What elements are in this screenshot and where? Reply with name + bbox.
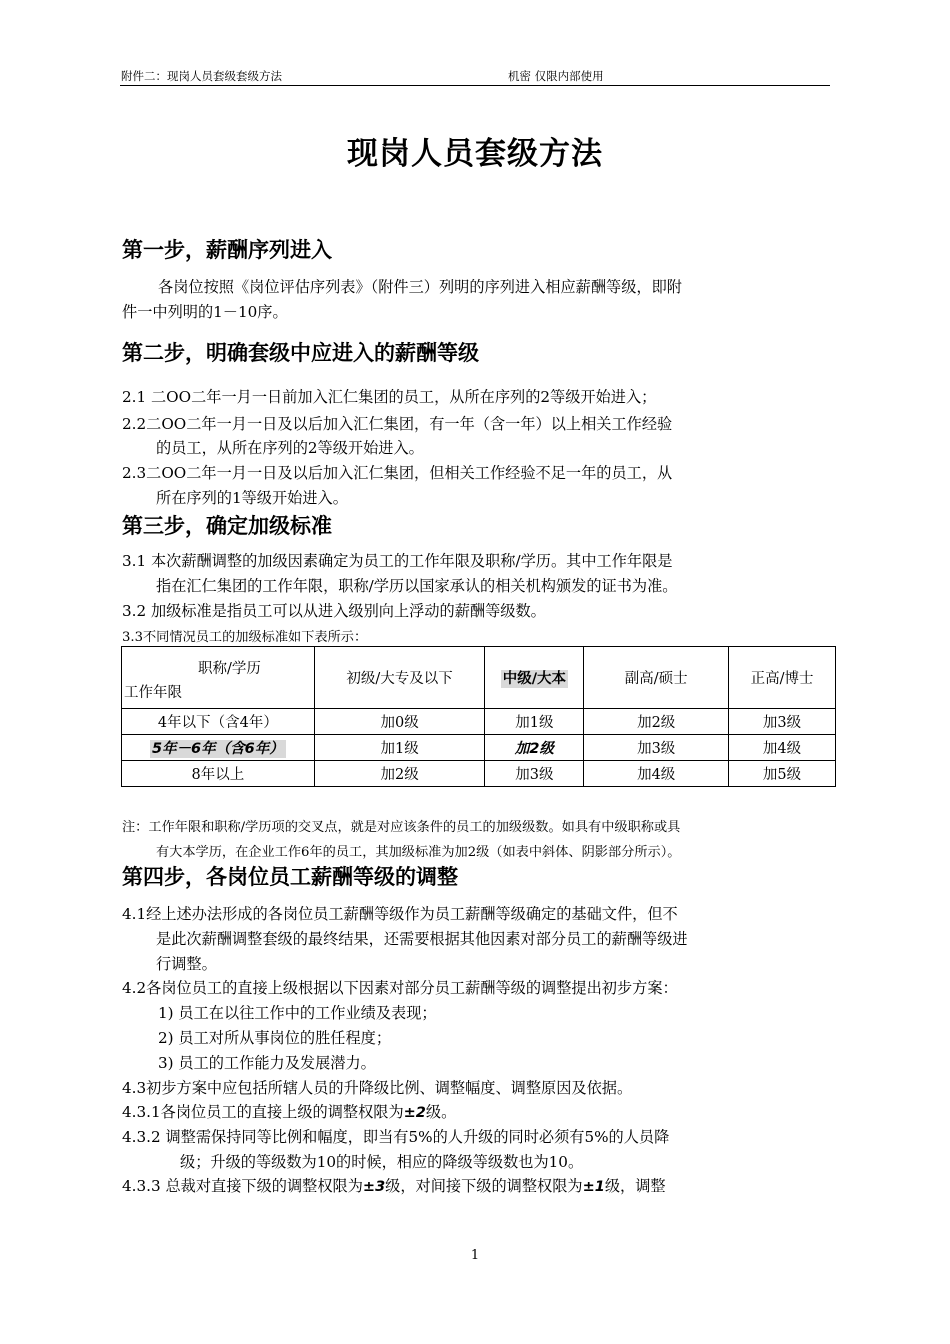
step2-item2-line2: 的员工，从所在序列的2等级开始进入。: [156, 439, 424, 457]
column-header-highlighted: 中级/大本: [485, 647, 584, 709]
table-cell-highlighted: 加2级: [485, 735, 584, 761]
header-rule: [120, 85, 830, 86]
step1-text-line1: 各岗位按照《岗位评估序列表》（附件三）列明的序列进入相应薪酬等级，即附: [158, 278, 682, 296]
row-label-highlighted: 5年－6年（含6年）: [122, 735, 315, 761]
table-row: [122, 761, 836, 787]
step2-heading: 第二步，明确套级中应进入的薪酬等级: [122, 341, 479, 365]
table-cell: 加3级: [729, 709, 836, 735]
row-label: 8年以上: [122, 761, 315, 787]
table-cell: 加4级: [584, 761, 729, 787]
table-cell: 加3级: [485, 761, 584, 787]
corner-title-label: 职称/学历: [198, 661, 261, 677]
document-title: 现岗人员套级方法: [347, 136, 603, 172]
column-header: 初级/大专及以下: [314, 647, 485, 709]
step3-item1-line1: 3.1 本次薪酬调整的加级因素确定为员工的工作年限及职称/学历。其中工作年限是: [122, 552, 673, 570]
table-cell: 加1级: [314, 735, 485, 761]
table-header-row: [122, 647, 836, 709]
table-corner-cell: [122, 647, 315, 709]
step2-item3-line2: 所在序列的1等级开始进入。: [156, 489, 348, 507]
note-line1: 注：工作年限和职称/学历项的交叉点，就是对应该条件的员工的加级级数。如具有中级职称或具: [122, 820, 681, 835]
step1-heading: 第一步，薪酬序列进入: [122, 238, 332, 262]
column-header: 正高/博士: [729, 647, 836, 709]
factor-3: 3) 员工的工作能力及发展潜力。: [158, 1054, 376, 1072]
step4-item1-line2: 是此次薪酬调整套级的最终结果，还需要根据其他因素对部分员工的薪酬等级进: [156, 930, 688, 948]
step3-item1-line2: 指在汇仁集团的工作年限，职称/学历以国家承认的相关机构颁发的证书为准。: [156, 577, 678, 595]
step3-heading: 第三步，确定加级标准: [122, 514, 332, 538]
column-header: 副高/硕士: [584, 647, 729, 709]
note-line2: 有大本学历，在企业工作6年的员工，其加级标准为加2级（如表中斜体、阴影部分所示）。: [156, 845, 681, 860]
step4-item3: 4.3初步方案中应包括所辖人员的升降级比例、调整幅度、调整原因及依据。: [122, 1079, 633, 1097]
step4-item3-1: 4.3.1各岗位员工的直接上级的调整权限为±2级。: [122, 1103, 457, 1121]
page-number: 1: [470, 1248, 480, 1263]
table-cell: 加4级: [729, 735, 836, 761]
step4-item3-3: 4.3.3 总裁对直接下级的调整权限为±3级，对间接下级的调整权限为±1级，调整: [122, 1177, 666, 1195]
table-cell: 加2级: [584, 709, 729, 735]
level-bonus-table: [121, 646, 836, 787]
step3-item3: 3.3不同情况员工的加级标准如下表所示：: [122, 630, 368, 645]
step2-item2-line1: 2.2二OO二年一月一日及以后加入汇仁集团，有一年（含一年）以上相关工作经验: [122, 415, 673, 433]
step4-heading: 第四步，各岗位员工薪酬等级的调整: [122, 865, 458, 889]
step2-item1: 2.1 二OO二年一月一日前加入汇仁集团的员工，从所在序列的2等级开始进入；: [122, 388, 657, 406]
header-left: 附件二：现岗人员套级套级方法: [121, 69, 282, 83]
corner-years-label: 工作年限: [124, 685, 182, 701]
row-label: 4年以下（含4年）: [122, 709, 315, 735]
step4-item1-line1: 4.1经上述办法形成的各岗位员工薪酬等级作为员工薪酬等级确定的基础文件，但不: [122, 905, 678, 923]
factor-2: 2) 员工对所从事岗位的胜任程度；: [158, 1029, 392, 1047]
table-cell: 加2级: [314, 761, 485, 787]
step2-item3-line1: 2.3二OO二年一月一日及以后加入汇仁集团，但相关工作经验不足一年的员工，从: [122, 464, 673, 482]
table-cell: 加1级: [485, 709, 584, 735]
table-cell: 加3级: [584, 735, 729, 761]
header-right: 机密 仅限内部使用: [508, 69, 604, 83]
step1-text-line2: 件一中列明的1－10序。: [122, 303, 288, 321]
step4-item2: 4.2各岗位员工的直接上级根据以下因素对部分员工薪酬等级的调整提出初步方案：: [122, 979, 678, 997]
table-row: [122, 709, 836, 735]
step4-item3-2-line2: 级；升级的等级数为10的时候，相应的降级等级数也为10。: [180, 1153, 584, 1171]
table-cell: 加5级: [729, 761, 836, 787]
step4-item1-line3: 行调整。: [156, 955, 217, 973]
step3-item2: 3.2 加级标准是指员工可以从进入级别向上浮动的薪酬等级数。: [122, 602, 546, 620]
factor-1: 1) 员工在以往工作中的工作业绩及表现；: [158, 1004, 437, 1022]
table-row: [122, 735, 836, 761]
step4-item3-2-line1: 4.3.2 调整需保持同等比例和幅度，即当有5%的人升级的同时必须有5%的人员降: [122, 1128, 670, 1146]
table-cell: 加0级: [314, 709, 485, 735]
